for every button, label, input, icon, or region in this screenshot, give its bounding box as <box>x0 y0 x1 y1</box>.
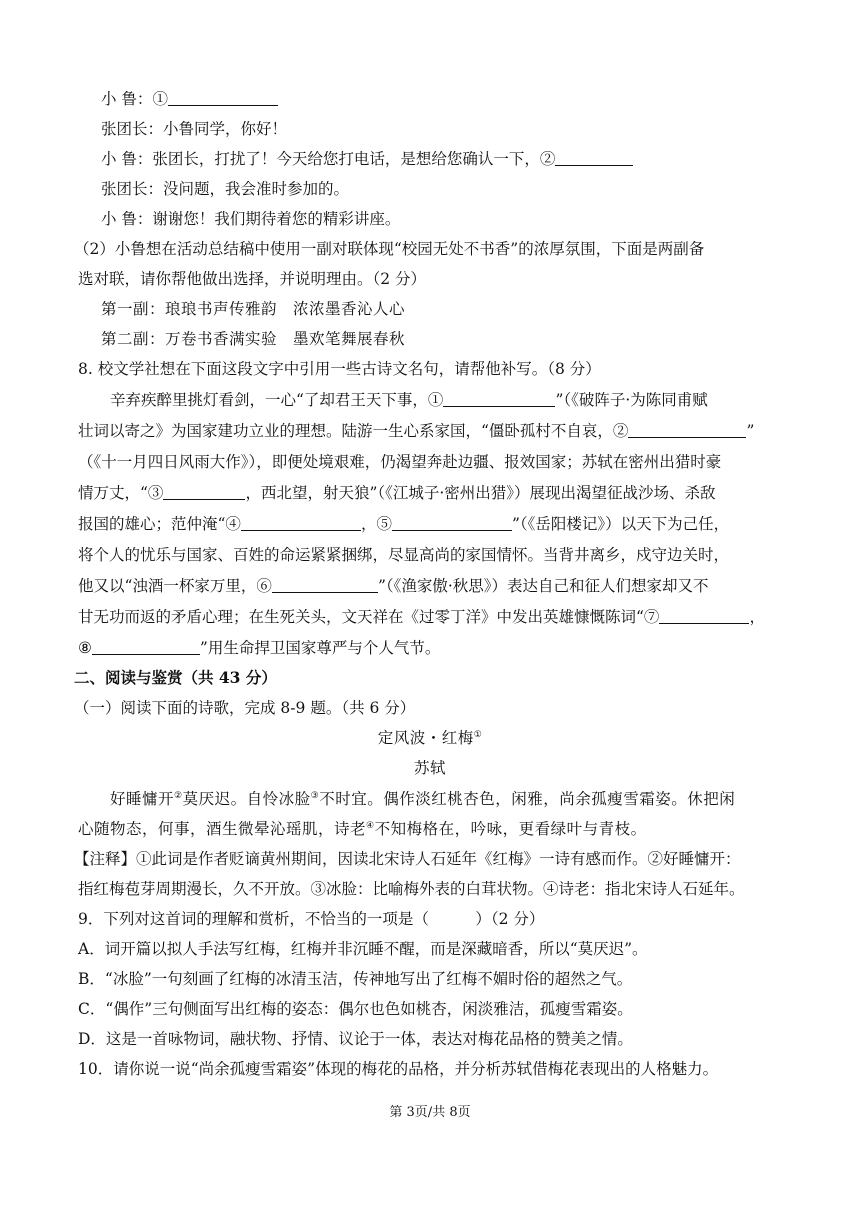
section-heading: 二、阅读与鉴赏（共 43 分） <box>74 668 277 687</box>
q8-line-8 <box>78 606 790 628</box>
q8-line-6: 将个人的忧乐与国家、百姓的命运紧紧捆绑，尽显高尚的家国情怀。当背井离乡，戍守边关时， <box>78 546 730 564</box>
q8-text: ⑧ <box>78 639 92 657</box>
answer-blank[interactable] <box>168 89 278 106</box>
answer-blank[interactable] <box>659 607 749 624</box>
poem-text: 心随物态，何事，酒生微晕沁瑶肌，诗老 <box>78 820 367 838</box>
q8-line-1 <box>110 389 822 411</box>
q8-text: ，⑤ <box>360 515 392 533</box>
poem-line-1 <box>110 788 822 810</box>
dialogue-line-5: 小 鲁：谢谢您！我们期待着您的精彩讲座。 <box>101 210 401 228</box>
couplet-1: 第一副：琅琅书声传雅韵 浓浓墨香沁人心 <box>101 300 406 318</box>
answer-blank[interactable] <box>272 576 378 593</box>
q8-text: ”用生命捍卫国家尊严与个人气节。 <box>199 639 441 657</box>
answer-blank[interactable] <box>555 149 633 166</box>
sub-section-1: （一）阅读下面的诗歌，完成 8-9 题。（共 6 分） <box>74 699 416 717</box>
couplet-2: 第二副：万卷书香满实验 墨欢笔舞展春秋 <box>101 330 406 348</box>
q8-text: ”（《破阵子·为陈同甫赋 <box>555 391 708 409</box>
poem-line-2 <box>78 818 790 840</box>
q8-text: 报国的雄心；范仲淹“④ <box>78 515 241 533</box>
answer-blank[interactable] <box>241 514 361 531</box>
poem-text: 好睡慵开 <box>110 790 175 808</box>
q8-line-4 <box>78 482 790 504</box>
speaker: 小 鲁： <box>101 90 153 108</box>
poem-text: 莫厌迟。自怜冰脸 <box>182 790 311 808</box>
q8-text: 壮词以寄之》为国家建功立业的理想。陆游一生心系家国，“僵卧孤村不自哀，② <box>78 422 629 440</box>
blank-number: ① <box>152 90 168 108</box>
answer-blank[interactable] <box>628 421 746 438</box>
dialogue-line-2: 张团长：小鲁同学，你好！ <box>101 120 288 138</box>
q9-option-c: C．“偶作”三句侧面写出红梅的姿态：偶尔也色如桃杏，闲淡雅洁，孤瘦雪霜姿。 <box>78 1000 633 1018</box>
page-footer: 第 3页/共 8页 <box>389 1105 471 1120</box>
q7-2-line-2: 选对联，请你帮他做出选择，并说明理由。（2 分） <box>78 270 427 288</box>
dialogue-line-1 <box>101 88 813 110</box>
poem-text: 不时宜。偶作淡红桃杏色，闲雅，尚余孤瘦雪霜姿。休把闲 <box>319 790 736 808</box>
q8-text: 他又以“浊酒一杯家万里，⑥ <box>78 577 272 595</box>
answer-blank[interactable] <box>163 483 245 500</box>
note-line-1: 【注释】①此词是作者贬谪黄州期间，因读北宋诗人石延年《红梅》一诗有感而作。②好睡慵开： <box>74 850 741 868</box>
q8-text: ，西北望，射天狼”（《江城子·密州出猎》）展现出渴望征战沙场、杀敌 <box>245 484 716 502</box>
poem-title-text: 定风波・红梅 <box>377 729 474 747</box>
q7-2-line-1: （2）小鲁想在活动总结稿中使用一副对联体现“校园无处不书香”的浓厚氛围，下面是两副备 <box>74 240 705 258</box>
q10-stem: 10．请你说一说“尚余孤瘦雪霜姿”体现的梅花的品格，并分析苏轼借梅花表现出的人格魅力。 <box>78 1060 719 1078</box>
q9-stem: 9．下列对这首词的理解和赏析，不恰当的一项是（ ）（2 分） <box>78 910 545 928</box>
note-mark: ② <box>174 790 183 801</box>
note-mark: ④ <box>366 820 375 831</box>
q8-text: 情万丈，“③ <box>78 484 164 502</box>
poem-title <box>0 727 860 749</box>
note-mark: ③ <box>310 790 320 801</box>
q8-text: 辛弃疾醉里挑灯看剑，一心“了却君王天下事，① <box>110 391 444 409</box>
q9-option-a: A．词开篇以拟人手法写红梅，红梅并非沉睡不醒，而是深藏暗香，所以“莫厌迟”。 <box>78 940 648 958</box>
dialogue-text: 小 鲁：张团长，打扰了！今天给您打电话，是想给您确认一下，② <box>101 150 556 168</box>
poem-author: 苏轼 <box>413 759 446 777</box>
answer-blank[interactable] <box>92 638 200 655</box>
q8-title: 8. 校文学社想在下面这段文字中引用一些古诗文名句，请帮他补写。（8 分） <box>78 360 601 378</box>
q8-line-7 <box>78 575 790 597</box>
q8-text: ”（《渔家傲·秋思》）表达自己和征人们想家却又不 <box>377 577 709 595</box>
q8-line-9 <box>78 637 790 659</box>
q8-line-3: （《十一月四日风雨大作》），即便处境艰难，仍渴望奔赴边疆、报效国家；苏轼在密州出猎时豪 <box>78 453 722 471</box>
answer-blank[interactable] <box>392 514 512 531</box>
q9-option-d: D．这是一首咏物词，融状物、抒情、议论于一体，表达对梅花品格的赞美之情。 <box>78 1030 633 1048</box>
q8-text: ， <box>749 608 765 626</box>
note-line-2: 指红梅苞芽周期漫长，久不开放。③冰脸：比喻梅外表的白茸状物。④诗老：指北宋诗人石延年。 <box>78 880 745 898</box>
dialogue-line-3 <box>101 148 813 170</box>
q8-line-2 <box>78 420 790 442</box>
poem-text: 不知梅格在，吟咏，更看绿叶与青枝。 <box>374 820 647 838</box>
answer-blank[interactable] <box>443 390 555 407</box>
q9-option-b: B．“冰脸”一句刻画了红梅的冰清玉洁，传神地写出了红梅不媚时俗的超然之气。 <box>78 970 633 988</box>
q8-line-5 <box>78 513 790 535</box>
q8-text: ”（《岳阳楼记》）以天下为己任， <box>511 515 730 533</box>
q8-text: ” <box>746 422 755 440</box>
q8-text: 甘无功而返的矛盾心理；在生死关头，文天祥在《过零丁洋》中发出英雄慷慨陈词“⑦ <box>78 608 660 626</box>
note-mark: ① <box>473 729 483 740</box>
dialogue-line-4: 张团长：没问题，我会准时参加的。 <box>101 180 350 198</box>
